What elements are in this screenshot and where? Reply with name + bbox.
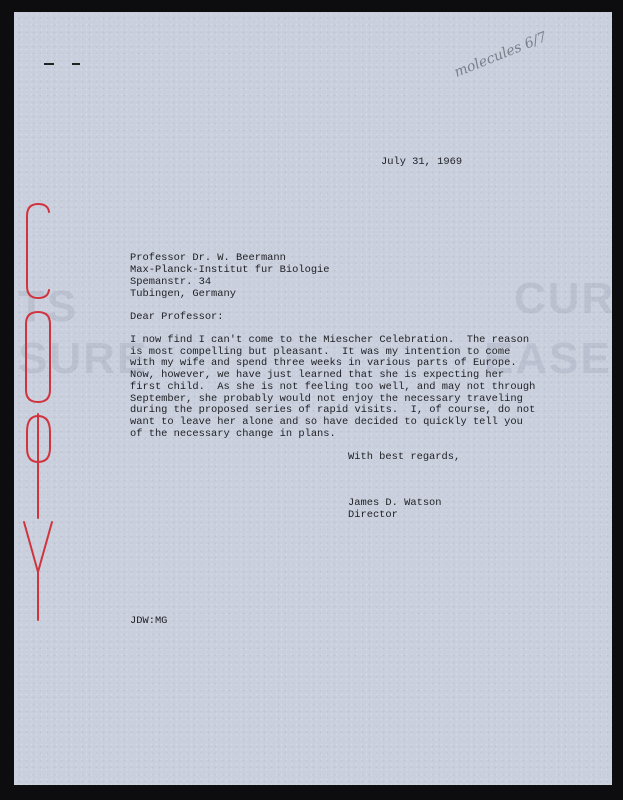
bleed-through-text: EASE [484,334,612,383]
copy-stamp-letter-c [27,204,49,298]
recipient-line: Tubingen, Germany [130,288,237,300]
body-line: of the necessary change in plans. [130,428,336,440]
handwritten-note: molecules 6/7 [452,29,550,81]
closing: With best regards, [348,451,461,463]
signature-name: James D. Watson [348,497,442,509]
letter-page [14,12,616,785]
body-line: with my wife and spend three weeks in various parts of Europe. [130,357,517,369]
body-line: want to leave her alone and so have decided to quickly tell you [130,416,523,428]
letter-date: July 31, 1969 [381,156,463,168]
bleed-through-text: TS [18,282,79,331]
bleed-through-text: CUR [514,274,616,323]
salutation: Dear Professor: [130,311,224,323]
recipient-line: Max-Planck-Institut fur Biologie [130,264,330,276]
signature-title: Director [348,509,398,521]
copy-stamp-letter-p [27,414,50,518]
body-line: I now find I can't come to the Miescher Celebration. The reason [130,334,530,346]
bleed-through-text: SURE [18,334,149,383]
copy-stamp [18,200,58,625]
corner-mark [44,63,54,65]
typist-initials: JDW:MG [130,615,168,627]
copy-stamp-letter-o [26,312,50,402]
recipient-line: Spemanstr. 34 [130,276,212,288]
body-line: first child. As she is not feeling too well, and may not through [130,381,536,393]
corner-mark [72,63,80,65]
body-line: September, she probably would not enjoy the necessary traveling [130,393,523,405]
body-line: is most compelling but pleasant. It was my intention to come [130,346,511,358]
body-line: during the proposed series of rapid visits. I, of course, do not [130,404,536,416]
body-line: Now, however, we have just learned that she is expecting her [130,369,505,381]
copy-stamp-letter-y [24,522,52,620]
recipient-line: Professor Dr. W. Beermann [130,252,286,264]
